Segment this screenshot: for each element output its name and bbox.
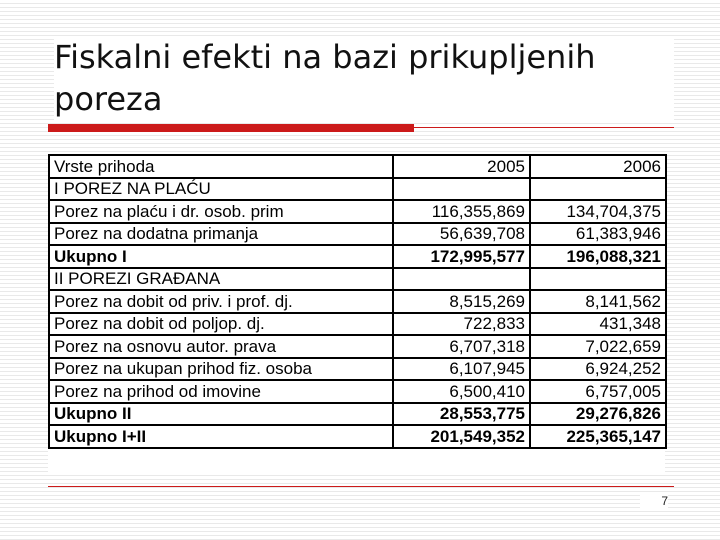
- value-2005: 116,355,869: [393, 200, 530, 223]
- value-2006: [530, 268, 666, 291]
- value-2005: 6,707,318: [393, 335, 530, 358]
- table-row: [49, 178, 666, 201]
- value-2006: 6,924,252: [530, 358, 666, 381]
- value-2006: 6,757,005: [530, 380, 666, 403]
- table-row: [49, 200, 666, 223]
- row-label: Ukupno II: [49, 403, 393, 426]
- value-2006: 29,276,826: [530, 403, 666, 426]
- table-row: [49, 380, 666, 403]
- value-2005: 6,107,945: [393, 358, 530, 381]
- slide-title: Fiskalni efekti na bazi prikupljenih poreza: [54, 36, 674, 120]
- row-label: Porez na dobit od poljop. dj.: [49, 313, 393, 336]
- title-underline-thin: [414, 127, 674, 128]
- footer-divider: [48, 486, 674, 487]
- table-row: [49, 403, 666, 426]
- table-header-row: [49, 155, 666, 178]
- row-label: Porez na dobit od priv. i prof. dj.: [49, 290, 393, 313]
- tax-revenue-table: [48, 154, 667, 449]
- title-underline: [48, 124, 674, 132]
- header-year-2005: 2005: [393, 155, 530, 178]
- table-row: [49, 313, 666, 336]
- row-label: Ukupno I: [49, 245, 393, 268]
- table-row: [49, 290, 666, 313]
- value-2005: 201,549,352: [393, 425, 530, 448]
- value-2005: [393, 178, 530, 201]
- value-2005: 722,833: [393, 313, 530, 336]
- table-row: [49, 425, 666, 448]
- value-2006: 196,088,321: [530, 245, 666, 268]
- table-row: [49, 358, 666, 381]
- header-revenue-type: Vrste prihoda: [49, 155, 393, 178]
- table-row: [49, 268, 666, 291]
- table-row: [49, 223, 666, 246]
- value-2005: 56,639,708: [393, 223, 530, 246]
- row-label: Porez na ukupan prihod fiz. osoba: [49, 358, 393, 381]
- page-number: 7: [640, 494, 668, 508]
- value-2006: 225,365,147: [530, 425, 666, 448]
- value-2005: 28,553,775: [393, 403, 530, 426]
- row-label: Porez na osnovu autor. prava: [49, 335, 393, 358]
- value-2006: 7,022,659: [530, 335, 666, 358]
- row-label: Porez na prihod od imovine: [49, 380, 393, 403]
- value-2006: [530, 178, 666, 201]
- value-2006: 431,348: [530, 313, 666, 336]
- value-2006: 61,383,946: [530, 223, 666, 246]
- value-2005: 8,515,269: [393, 290, 530, 313]
- tax-table-container: [48, 154, 665, 473]
- value-2006: 134,704,375: [530, 200, 666, 223]
- header-year-2006: 2006: [530, 155, 666, 178]
- row-label: Porez na dodatna primanja: [49, 223, 393, 246]
- row-label: II POREZI GRAĐANA: [49, 268, 393, 291]
- value-2005: [393, 268, 530, 291]
- table-row: [49, 245, 666, 268]
- title-underline-thick: [48, 124, 414, 132]
- table-row: [49, 335, 666, 358]
- row-label: I POREZ NA PLAĆU: [49, 178, 393, 201]
- value-2005: 172,995,577: [393, 245, 530, 268]
- row-label: Ukupno I+II: [49, 425, 393, 448]
- row-label: Porez na plaću i dr. osob. prim: [49, 200, 393, 223]
- value-2005: 6,500,410: [393, 380, 530, 403]
- value-2006: 8,141,562: [530, 290, 666, 313]
